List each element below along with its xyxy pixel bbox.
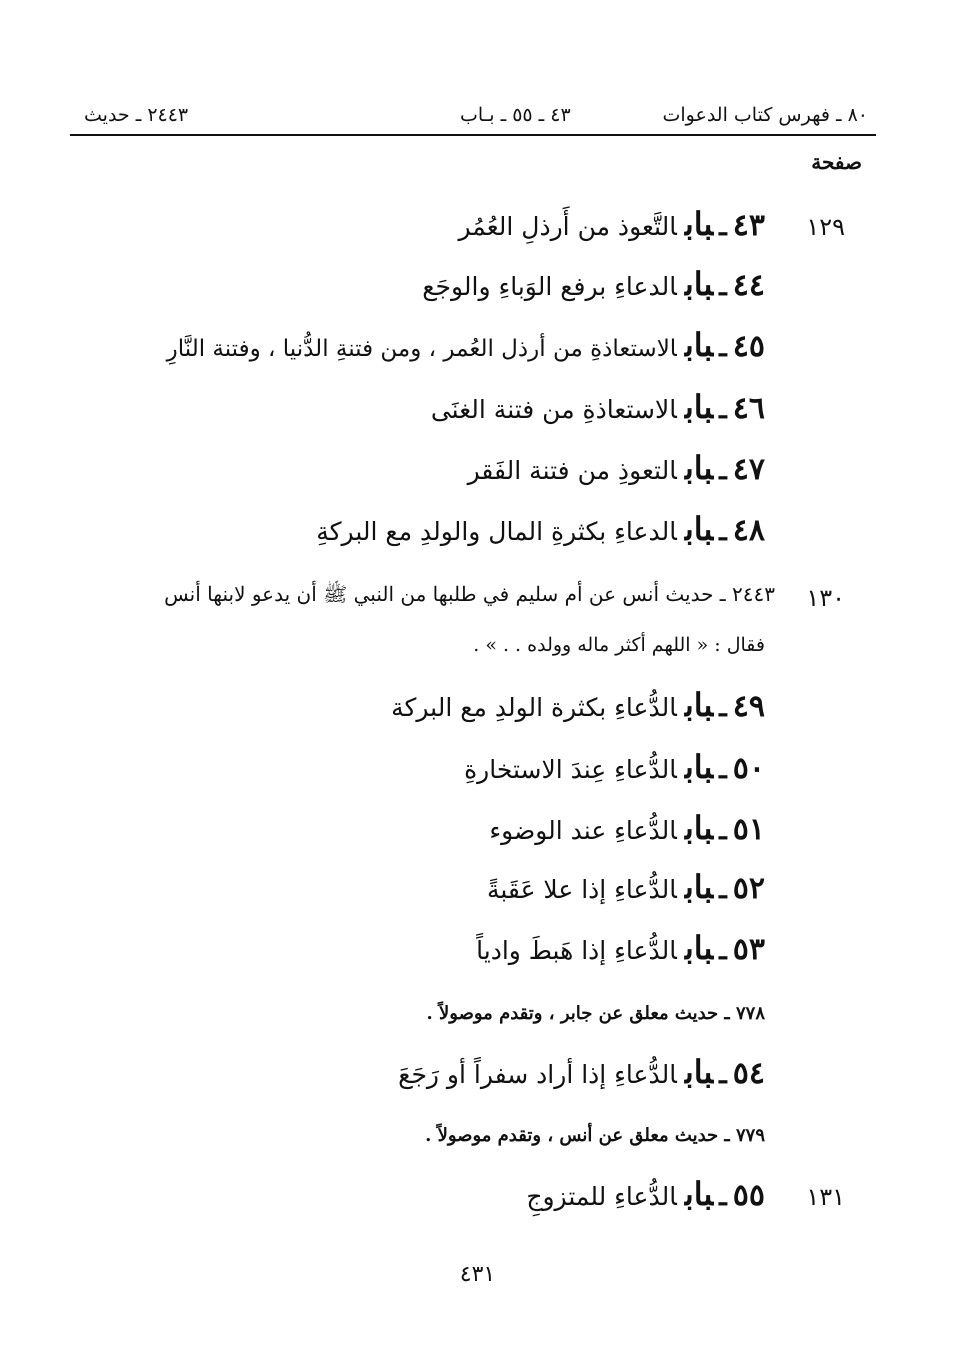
entry-heading: ٤٦ـبابالاستعاذةِ من فتنة الغنَى — [430, 388, 765, 426]
entry-title: الدُّعاءِ عند الوضوء — [489, 816, 677, 845]
entry-number: ٤٨ — [732, 513, 765, 548]
entry-number: ٤٦ — [732, 391, 765, 426]
entry-number: ٥٥ — [732, 1178, 765, 1213]
page-column-label: صفحة — [811, 150, 862, 174]
entry-bab: باب — [684, 868, 714, 906]
entry-heading: ٥٥ـبابالدُّعاءِ للمتزوجِ — [526, 1175, 765, 1213]
header-hadith-range: ٢٤٤٣ ـ حديث — [84, 104, 189, 126]
running-header — [70, 100, 880, 134]
entry-heading: ٤٤ـبابالدعاءِ برفع الوَباءِ والوجَع — [422, 265, 765, 303]
entry-number: ٥٤ — [732, 1056, 765, 1091]
entry-title: الدُّعاءِ للمتزوجِ — [526, 1182, 677, 1211]
entry-number: ٤٥ — [732, 329, 765, 364]
entry-number: ٤٤ — [732, 268, 765, 303]
entry-title: الدُّعاءِ إذا أراد سفراً أو رَجَعَ — [398, 1060, 677, 1089]
entry-title: الدعاءِ بكثرةِ المال والولدِ مع البركةِ — [316, 517, 677, 546]
entry-heading: ٤٨ـبابالدعاءِ بكثرةِ المال والولدِ مع البركةِ — [316, 510, 765, 548]
entry-number: ٤٩ — [732, 689, 765, 724]
entry-heading: ٥٠ـبابالدُّعاءِ عِندَ الاستخارةِ — [464, 748, 765, 786]
entry-title: الاستعاذةِ من أرذل العُمر ، ومن فتنةِ الدُّنيا ، وفتنة النَّارِ — [166, 336, 677, 362]
entry-bab: باب — [684, 510, 714, 548]
hadith-text-line-2: فقال : « اللهم أكثر ماله وولده . . » . — [473, 634, 765, 656]
entry-title: الاستعاذةِ من فتنة الغنَى — [430, 395, 677, 424]
entry-heading: ٤٣ـبابالتَّعوذ من أَرذلِ العُمُر — [458, 205, 765, 243]
entry-number: ٤٣ — [732, 208, 765, 243]
entry-title: التَّعوذ من أَرذلِ العُمُر — [458, 212, 677, 241]
entry-heading: ٤٩ـبابالدُّعاءِ بكثرة الولدِ مع البركة — [391, 686, 765, 724]
hadith-note-text: ٧٧٩ ـ حديث معلق عن أنس ، وتقدم موصولاً . — [425, 1125, 765, 1146]
entry-bab: باب — [684, 326, 714, 364]
entry-page-number: ١٣١ — [806, 1183, 845, 1211]
entry-number: ٥٠ — [732, 751, 765, 786]
entry-number: ٥٢ — [732, 871, 765, 906]
hadith-text-line-1: ٢٤٤٣ ـ حديث أنس عن أم سليم في طلبها من النبي ﷺ أن يدعو لابنها أنس — [164, 582, 775, 606]
entry-bab: باب — [684, 205, 714, 243]
entry-bab: باب — [684, 388, 714, 426]
entry-bab: باب — [684, 1053, 714, 1091]
entry-title: الدُّعاءِ إذا علا عَقَبةً — [486, 875, 677, 904]
entry-number: ٥٣ — [732, 932, 765, 967]
entry-title: الدُّعاءِ إذا هَبطَ وادياً — [476, 936, 677, 965]
entry-heading: ٥٤ـبابالدُّعاءِ إذا أراد سفراً أو رَجَعَ — [398, 1053, 765, 1091]
entry-bab: باب — [684, 449, 714, 487]
entry-title: التعوذِ من فتنة الفَقر — [467, 456, 677, 485]
entry-bab: باب — [684, 748, 714, 786]
hadith-note-text: ٧٧٨ ـ حديث معلق عن جابر ، وتقدم موصولاً . — [426, 1003, 765, 1024]
entry-number: ٤٧ — [732, 452, 765, 487]
entry-heading: ٥٢ـبابالدُّعاءِ إذا علا عَقَبةً — [486, 868, 765, 906]
header-rule — [70, 134, 876, 136]
header-bab-range: ٤٣ ـ ٥٥ ـ بـاب — [460, 104, 571, 126]
page-number: ٤٣١ — [459, 1262, 496, 1287]
entry-bab: باب — [684, 1175, 714, 1213]
entry-page-number: ١٢٩ — [806, 213, 845, 241]
entry-heading: ٥١ـبابالدُّعاءِ عند الوضوء — [489, 809, 765, 847]
entry-number: ٥١ — [732, 812, 765, 847]
entry-heading: ٤٥ـبابالاستعاذةِ من أرذل العُمر ، ومن فتنةِ الدُّنيا ، وفتنة النَّارِ — [166, 326, 765, 364]
entry-bab: باب — [684, 809, 714, 847]
entry-page-number: ١٣٠ — [806, 584, 845, 612]
entry-title: الدُّعاءِ عِندَ الاستخارةِ — [464, 755, 677, 784]
entry-title: الدُّعاءِ بكثرة الولدِ مع البركة — [391, 693, 677, 722]
entry-title: الدعاءِ برفع الوَباءِ والوجَع — [422, 272, 677, 301]
entry-bab: باب — [684, 929, 714, 967]
header-chapter-title: ٨٠ ـ فهرس كتاب الدعوات — [662, 104, 868, 126]
entry-heading: ٤٧ـبابالتعوذِ من فتنة الفَقر — [467, 449, 765, 487]
entry-heading: ٥٣ـبابالدُّعاءِ إذا هَبطَ وادياً — [476, 929, 765, 967]
entry-bab: باب — [684, 265, 714, 303]
entry-bab: باب — [684, 686, 714, 724]
